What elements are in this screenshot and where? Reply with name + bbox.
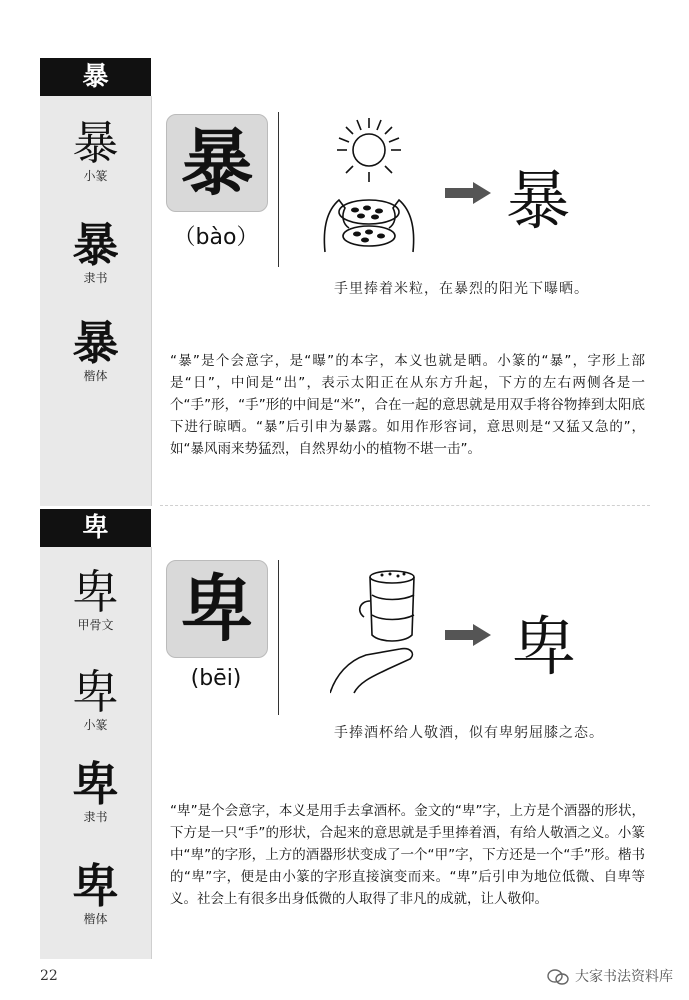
explanation-paragraph: “暴”是个会意字，是“曝”的本字，本义也就是晒。小篆的“暴”，字形上部是“日”，中间是“出”，表示太阳正在从东方升起，下方的左右两侧各是一个“手”形，“手”形的中间是“米”，合在一起的意思就是用双手将谷物捧到太阳底下进行晾晒。“暴”后引申为暴露。如用作形容词，意思则是“又猛又急的”，如“暴风雨来势猛烈，自然界幼小的植物不堪一击”。: [170, 353, 645, 457]
section2-header-char: 卑: [82, 513, 109, 543]
form-glyph: 卑: [72, 665, 119, 719]
section2-forms-column: [40, 547, 152, 959]
arrow-icon: [445, 624, 491, 646]
form-seal: [40, 118, 151, 184]
form-glyph: 暴: [72, 316, 119, 370]
form-oracle: [40, 567, 151, 633]
arrow-icon: [445, 182, 491, 204]
wine-cup-illustration: [330, 565, 440, 695]
main-char-box: 卑: [166, 560, 268, 658]
section-divider: [160, 505, 650, 506]
form-glyph: 暴: [72, 218, 119, 272]
pinyin: （bào）: [173, 225, 259, 250]
section1-header: [40, 58, 151, 96]
vertical-rule: [278, 112, 279, 267]
page-number: 22: [40, 968, 58, 984]
section2-header: [40, 509, 151, 547]
main-char-box: 暴: [166, 114, 268, 212]
pinyin: (bēi): [190, 666, 242, 691]
oracle-script-glyph: 卑: [512, 611, 576, 685]
illustration-caption: 手里捧着米粒，在暴烈的阳光下曝晒。: [334, 281, 589, 297]
section1-forms-column: [40, 96, 152, 506]
wechat-icon: [547, 968, 569, 986]
section1-header-char: 暴: [82, 62, 109, 92]
form-clerical: [40, 220, 151, 286]
form-glyph: 卑: [72, 859, 119, 913]
form-label: 小篆: [83, 718, 108, 732]
form-glyph: 卑: [72, 565, 119, 619]
seal-script-glyph: 暴: [506, 165, 570, 239]
explanation-paragraph: “卑”是个会意字，本义是用手去拿酒杯。金文的“卑”字，上方是个酒器的形状，下方是一只“手”的形状，合起来的意思就是手里捧着酒，有给人敬酒之义。小篆中“卑”的字形，上方的酒器形状变成了一个“甲”字，下方还是一个“手”形。楷书的“卑”字，便是由小篆的字形直接演变而来。“卑”后引申为地位低微、自卑等义。社会上有很多出身低微的人取得了非凡的成就，让人敬仰。: [170, 803, 645, 907]
vertical-rule: [278, 560, 279, 715]
form-regular: [40, 861, 151, 927]
form-label: 楷体: [83, 912, 108, 926]
form-glyph: 暴: [72, 116, 119, 170]
watermark: [547, 966, 673, 986]
illustration-caption: 手捧酒杯给人敬酒，似有卑躬屈膝之态。: [334, 725, 604, 741]
form-label: 甲骨文: [77, 618, 114, 632]
form-label: 小篆: [83, 169, 108, 183]
form-seal: [40, 667, 151, 733]
form-regular: [40, 318, 151, 384]
watermark-text: 大家书法资料库: [575, 969, 673, 985]
sun-hands-illustration: [305, 112, 435, 262]
form-label: 隶书: [83, 810, 108, 824]
form-glyph: 卑: [72, 757, 119, 811]
form-label: 楷体: [83, 369, 108, 383]
form-label: 隶书: [83, 271, 108, 285]
form-clerical: [40, 759, 151, 825]
